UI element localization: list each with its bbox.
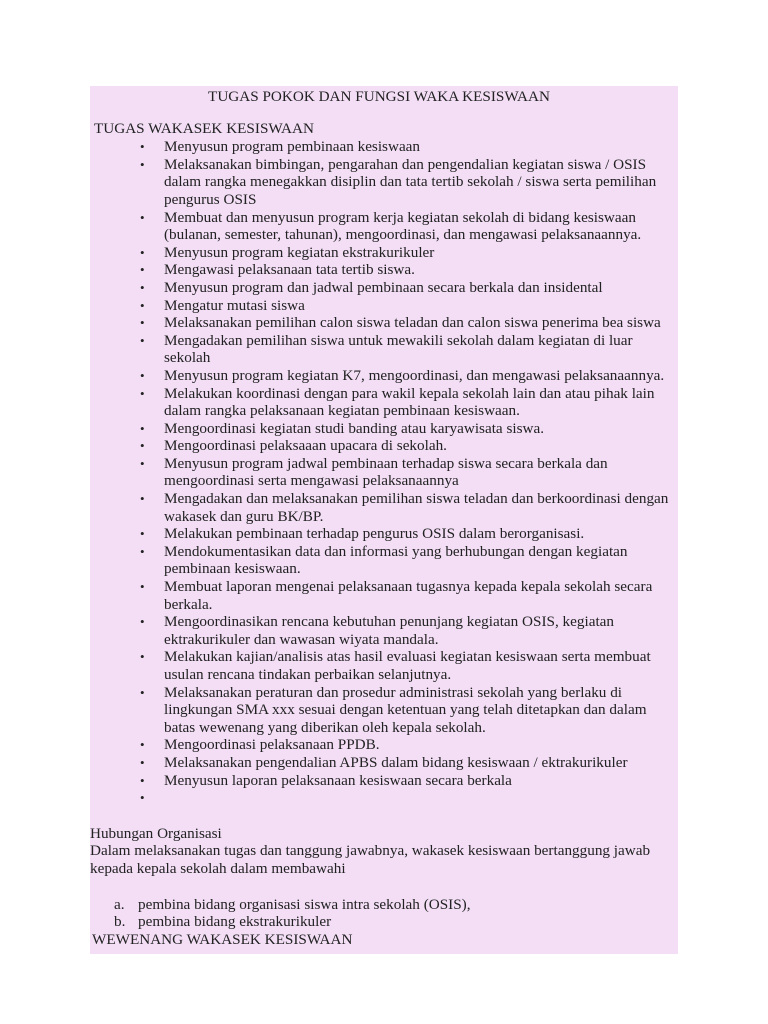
task-item bbox=[140, 578, 678, 613]
document-page bbox=[90, 86, 678, 954]
task-text: Mendokumentasikan data dan informasi yang berhubungan dengan kegiatan pembinaan kesiswaan. bbox=[164, 542, 628, 578]
bullet-icon: • bbox=[140, 209, 145, 225]
task-item bbox=[140, 209, 678, 244]
task-text: Menyusun program kegiatan K7, mengoordinasi, dan mengawasi pelaksanaannya. bbox=[164, 366, 665, 384]
paragraph-gap bbox=[90, 878, 678, 896]
task-text: Menyusun laporan pelaksanaan kesiswaan secara berkala bbox=[164, 771, 512, 789]
task-item bbox=[140, 543, 678, 578]
task-item bbox=[140, 525, 678, 543]
task-text: Mengadakan dan melaksanakan pemilihan siswa teladan dan berkoordinasi dengan wakasek dan guru BK/BP. bbox=[164, 490, 669, 525]
task-text: Melakukan kajian/analisis atas hasil evaluasi kegiatan kesiswaan serta membuat usulan rencana tindakan perbaikan selanjutnya. bbox=[164, 648, 651, 683]
bullet-icon: • bbox=[140, 790, 145, 806]
task-item bbox=[140, 367, 678, 385]
bullet-icon: • bbox=[140, 262, 145, 278]
task-item bbox=[140, 314, 678, 332]
bullet-icon: • bbox=[140, 614, 145, 630]
task-item bbox=[140, 455, 678, 490]
bullet-icon: • bbox=[140, 315, 145, 331]
task-text: Membuat laporan mengenai pelaksanaan tugasnya kepada kepala sekolah secara berkala. bbox=[164, 578, 653, 613]
task-item bbox=[140, 279, 678, 297]
bullet-icon: • bbox=[140, 649, 145, 665]
task-text: Menyusun program kegiatan ekstrakurikuler bbox=[164, 243, 435, 261]
bullet-icon: • bbox=[140, 543, 145, 559]
task-item bbox=[140, 437, 678, 455]
task-text: Melaksanakan pengendalian APBS dalam bidang kesiswaan / ektrakurikuler bbox=[164, 753, 628, 771]
task-text: Melaksanakan bimbingan, pengarahan dan pengendalian kegiatan siswa / OSIS dalam rangka menegakkan disiplin dan tata tertib sekolah / siswa serta pemilihan pengurus OSIS bbox=[164, 155, 657, 208]
bullet-icon: • bbox=[140, 279, 145, 295]
org-list bbox=[90, 896, 678, 931]
task-text: Melakukan pembinaan terhadap pengurus OSIS dalam berorganisasi. bbox=[164, 525, 585, 543]
task-text: Menyusun program dan jadwal pembinaan secara berkala dan insidental bbox=[164, 278, 603, 296]
bullet-icon: • bbox=[140, 420, 145, 436]
task-text: Mengoordinasikan rencana kebutuhan penunjang kegiatan OSIS, kegiatan ektrakurikuler dan wawasan wiyata mandala. bbox=[164, 613, 615, 648]
bullet-icon: • bbox=[140, 754, 145, 770]
bullet-icon: • bbox=[140, 526, 145, 542]
task-text: Melaksanakan pemilihan calon siswa teladan dan calon siswa penerima bea siswa bbox=[164, 314, 661, 332]
bullet-icon: • bbox=[140, 455, 145, 471]
task-item bbox=[140, 385, 678, 420]
task-text: Menyusun program jadwal pembinaan terhadap siswa secara berkala dan mengoordinasi serta mengawasi pelaksanaannya bbox=[164, 454, 608, 490]
task-item bbox=[140, 736, 678, 754]
task-item bbox=[140, 420, 678, 438]
task-text: Mengawasi pelaksanaan tata tertib siswa. bbox=[164, 261, 415, 279]
org-item bbox=[114, 896, 678, 914]
bullet-icon: • bbox=[140, 367, 145, 383]
task-text: Menyusun program pembinaan kesiswaan bbox=[164, 138, 421, 156]
task-item bbox=[140, 261, 678, 279]
task-text: Mengoordinasi pelaksanaan PPDB. bbox=[164, 736, 380, 754]
bullet-icon: • bbox=[140, 332, 145, 348]
task-item bbox=[140, 684, 678, 737]
org-item-text: pembina bidang organisasi siswa intra sekolah (OSIS), bbox=[138, 895, 471, 913]
task-text: Membuat dan menyusun program kerja kegiatan sekolah di bidang kesiswaan (bulanan, semester, tahunan), mengoordinasi, dan mengawasi pelaksanaannya. bbox=[164, 208, 642, 244]
task-item bbox=[140, 332, 678, 367]
task-item bbox=[140, 613, 678, 648]
section-gap bbox=[90, 807, 678, 825]
task-text: Mengadakan pemilihan siswa untuk mewakili sekolah dalam kegiatan di luar sekolah bbox=[164, 331, 633, 367]
task-list bbox=[90, 138, 678, 807]
org-item-marker: b. bbox=[114, 913, 126, 931]
authority-heading: WEWENANG WAKASEK KESISWAAN bbox=[92, 930, 353, 948]
task-text: Mengoordinasi pelaksaaan upacara di sekolah. bbox=[164, 437, 447, 455]
task-item bbox=[140, 297, 678, 315]
org-item bbox=[114, 913, 678, 931]
task-item bbox=[140, 490, 678, 525]
document-title: TUGAS POKOK DAN FUNGSI WAKA KESISWAAN bbox=[208, 88, 550, 105]
task-text: Mengoordinasi kegiatan studi banding atau karyawisata siswa. bbox=[164, 419, 545, 437]
bullet-icon: • bbox=[140, 438, 145, 454]
bullet-icon: • bbox=[140, 139, 145, 155]
task-item bbox=[140, 789, 678, 807]
bullet-icon: • bbox=[140, 737, 145, 753]
bullet-icon: • bbox=[140, 297, 145, 313]
task-item bbox=[140, 244, 678, 262]
org-item-text: pembina bidang ekstrakurikuler bbox=[138, 913, 332, 931]
bullet-icon: • bbox=[140, 579, 145, 595]
task-item bbox=[140, 772, 678, 790]
section-heading: TUGAS WAKASEK KESISWAAN bbox=[94, 119, 314, 137]
org-heading: Hubungan Organisasi bbox=[90, 824, 222, 842]
org-item-marker: a. bbox=[114, 895, 125, 913]
org-paragraph: Dalam melaksanakan tugas dan tanggung jawabnya, wakasek kesiswaan bertanggung jawab kepada kepala sekolah dalam membawahi bbox=[90, 842, 651, 877]
task-text bbox=[164, 789, 168, 806]
task-item bbox=[140, 138, 678, 156]
bullet-icon: • bbox=[140, 156, 145, 172]
bullet-icon: • bbox=[140, 244, 145, 260]
task-item bbox=[140, 648, 678, 683]
task-item bbox=[140, 754, 678, 772]
bullet-icon: • bbox=[140, 772, 145, 788]
bullet-icon: • bbox=[140, 385, 145, 401]
task-item bbox=[140, 156, 678, 209]
task-text: Melakukan koordinasi dengan para wakil kepala sekolah lain dan atau pihak lain dalam rangka pelaksanaan kegiatan pembinaan kesiswaan. bbox=[164, 384, 655, 420]
task-text: Mengatur mutasi siswa bbox=[164, 296, 305, 314]
bullet-icon: • bbox=[140, 684, 145, 700]
bullet-icon: • bbox=[140, 491, 145, 507]
task-text: Melaksanakan peraturan dan prosedur administrasi sekolah yang berlaku di lingkungan SMA xxx sesuai dengan ketentuan yang telah ditetapkan dan dalam batas wewenang yang diberikan oleh kepala sekolah. bbox=[164, 683, 647, 736]
